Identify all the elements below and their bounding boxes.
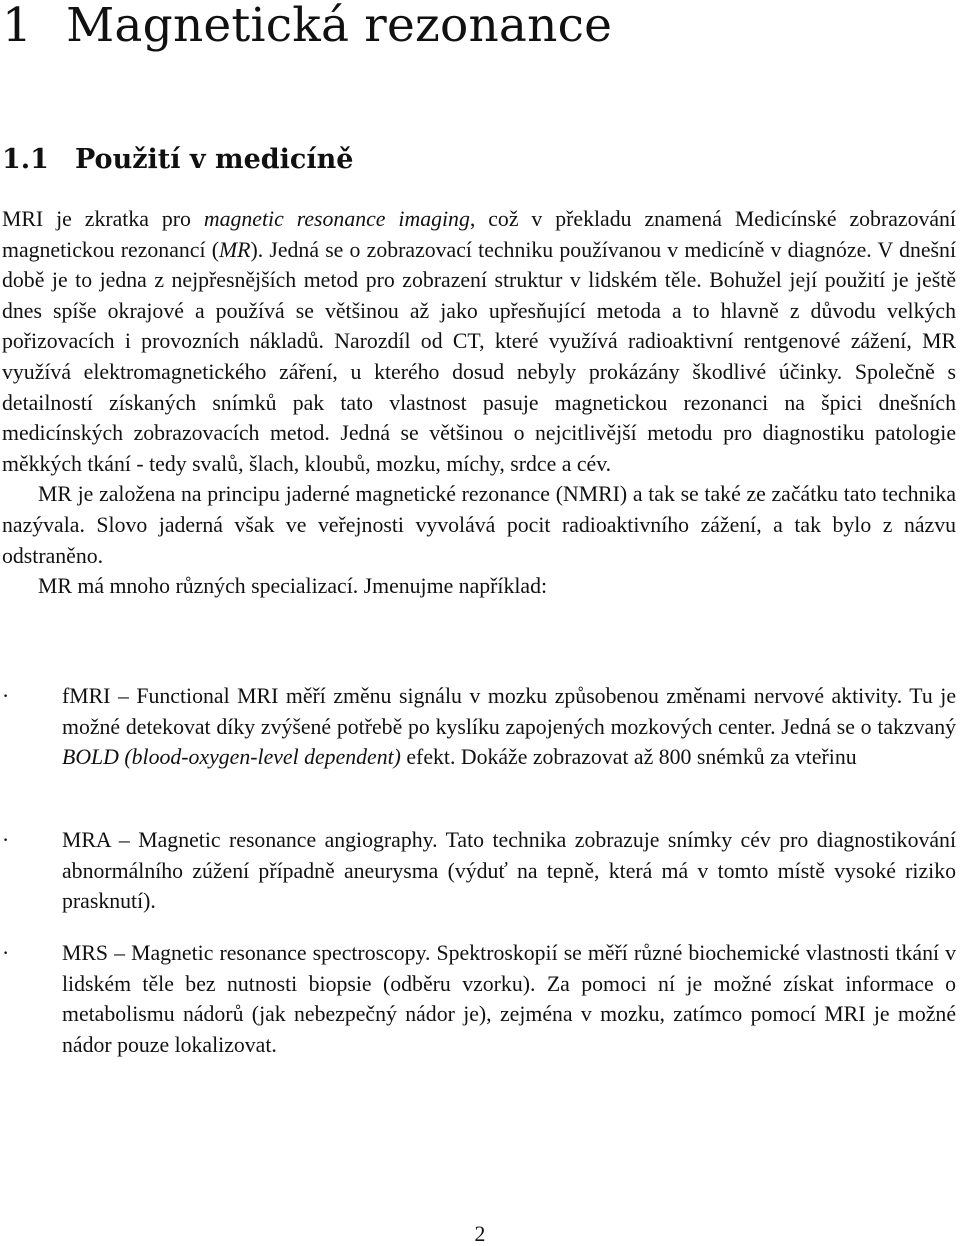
chapter-number: 1 — [2, 0, 33, 53]
list-bullet: · — [2, 828, 10, 852]
list-item-text-part-2: efekt. Dokáže zobrazovat až 800 snémků za vteřinu — [400, 745, 857, 770]
list-item-text-part-1: fMRI – Functional MRI měří změnu signálu v mozku způsobenou změnami nervové aktivity. Tu je možné detekovat díky zvýšené potřebě po kyslíku zapojených mozkových center. Jedná se o takzvaný — [62, 684, 956, 739]
list-item — [2, 825, 956, 917]
paragraph-nmri: MR je založena na principu jaderné magnetické rezonance (NMRI) a tak se také ze začátku tato technika nazývala. Slovo jaderná však ve veřejnosti vyvolává pocit radioaktivního zážení, a tak bylo z názvu odstraněno. — [2, 482, 956, 568]
paragraph-intro-part-3: ). Jedná se o zobrazovací techniku používanou v medicíně v diagnóze. V dnešní době je to jedna z nejpřesnějších metod pro zobrazení struktur v lidském těle. Bohužel její použití je ještě dnes spíše okrajové a používá se většinou až jako upřesňující metoda a to hlavně z důvodu velkých pořizovacích i provozních nákladů. Narozdíl od CT, které využívá radioaktivní rentgenové zážení, MR využívá elektromagnetického záření, u kterého dosud nebyly prokázány škodlivé účinky. Společně s detailností získaných snímků pak tato vlastnost pasuje magnetickou rezonanci na špici dnešních medicínských zobrazovacích metod. Jedná se většinou o nejcitlivější metodu pro diagnostiku patologie měkkých tkání - tedy svalů, šlach, kloubů, mozku, míchy, srdce a cév. — [2, 237, 956, 476]
paragraph-intro-part-1: MRI je zkratka pro — [2, 207, 204, 231]
list-item — [2, 681, 956, 773]
list-item — [2, 938, 956, 1060]
list-bullet: · — [2, 684, 10, 708]
chapter-heading — [2, 0, 612, 56]
section-title: Použití v medicíně — [74, 144, 354, 175]
paragraph-intro — [2, 204, 956, 479]
section-number: 1.1 — [2, 144, 49, 175]
list-item-text — [62, 681, 956, 773]
list-item-text: MRS – Magnetic resonance spectroscopy. Spektroskopií se měří různé biochemické vlastnosti tkání v lidském těle bez nutnosti biopsie (odběru vzorku). Za pomoci ní je možné získat informace o metabolismu nádorů (jak nebezpečný nádor je), zejména v mozku, zatímco pomocí MRI je možné nádor pouze lokalizovat. — [62, 941, 956, 1057]
section-heading — [2, 140, 353, 180]
bold-term: BOLD (blood-oxygen-level dependent) — [62, 745, 401, 770]
body-text — [2, 204, 956, 602]
abbreviation: MR — [218, 237, 251, 262]
list-item-text: MRA – Magnetic resonance angiography. Tato technika zobrazuje snímky cév pro diagnostikování abnormálního zúžení případně aneurysma (výduť na tepně, která má v tomto místě vysoké riziko prasknutí). — [62, 828, 956, 914]
english-term: magnetic resonance imaging — [203, 207, 470, 231]
paragraph-specializations: MR má mnoho různých specializací. Jmenujme například: — [38, 574, 548, 599]
paragraph-intro-part-2: , což v překladu znamená Medicínské zobrazování magnetickou rezonancí ( — [2, 207, 956, 262]
chapter-title: Magnetická rezonance — [66, 0, 613, 53]
list-bullet: · — [2, 941, 10, 965]
page-number: 2 — [474, 1222, 486, 1246]
